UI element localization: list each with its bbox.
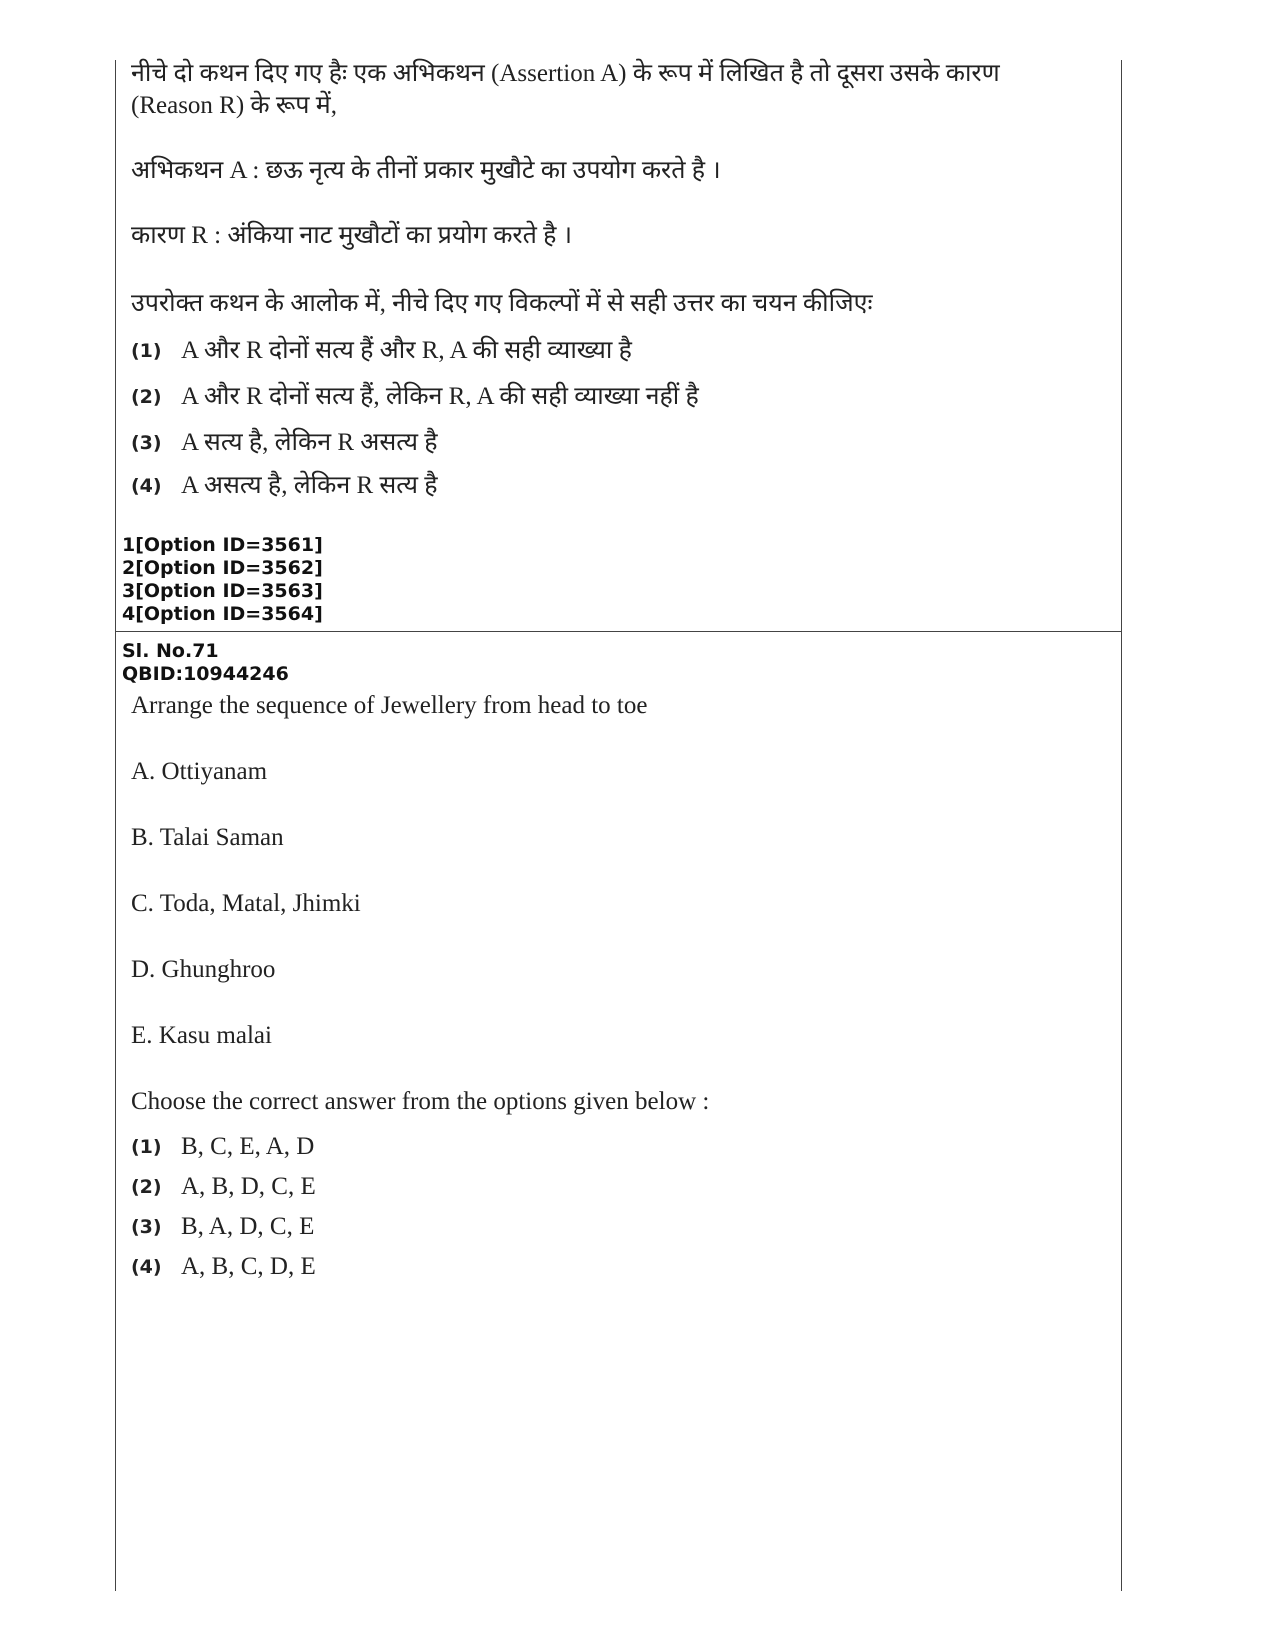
option-number: (3): [131, 432, 162, 454]
qbid: QBID:10944246: [122, 663, 289, 685]
option-text: A, B, C, D, E: [181, 1253, 316, 1280]
q71-item-a: A. Ottiyanam: [131, 758, 268, 785]
q71-option-3: [131, 1210, 314, 1244]
q71-option-2: [131, 1170, 316, 1204]
option-text: A, B, D, C, E: [181, 1173, 316, 1200]
serial-number: Sl. No.71: [122, 640, 219, 662]
option-id-1: 1[Option ID=3561]: [122, 534, 323, 556]
q70-reason: कारण R : अंकिया नाट मुखौटों का प्रयोग करते है ।: [131, 222, 573, 249]
option-number: (3): [131, 1216, 162, 1238]
q70-option-3: [131, 426, 438, 460]
option-number: (2): [131, 386, 162, 408]
q70-option-2: [131, 380, 699, 414]
q70-assertion: अभिकथन A : छऊ नृत्य के तीनों प्रकार मुखौटे का उपयोग करते है ।: [131, 157, 721, 184]
option-number: (1): [131, 340, 162, 362]
option-text: B, C, E, A, D: [181, 1133, 315, 1160]
right-border: [1121, 60, 1122, 1591]
option-number: (2): [131, 1176, 162, 1198]
q70-option-1: [131, 334, 632, 368]
option-number: (4): [131, 1256, 162, 1278]
left-border: [115, 60, 116, 1591]
q70-option-4: [131, 469, 438, 503]
q71-header: [122, 640, 289, 686]
option-id-2: 2[Option ID=3562]: [122, 557, 323, 579]
q71-instruction: Choose the correct answer from the options given below :: [131, 1088, 710, 1115]
q71-item-c: C. Toda, Matal, Jhimki: [131, 890, 361, 917]
option-number: (1): [131, 1136, 162, 1158]
q70-instruction: उपरोक्त कथन के आलोक में, नीचे दिए गए विकल्पों में से सही उत्तर का चयन कीजिएः: [131, 290, 873, 317]
option-id-3: 3[Option ID=3563]: [122, 580, 323, 602]
option-number: (4): [131, 475, 162, 497]
option-text: A सत्य है, लेकिन R असत्य है: [181, 429, 438, 456]
q70-option-ids: [122, 534, 323, 626]
question-divider: [115, 631, 1122, 632]
q71-question: Arrange the sequence of Jewellery from head to toe: [131, 692, 648, 719]
option-text: A और R दोनों सत्य हैं, लेकिन R, A की सही व्याख्या नहीं है: [181, 383, 699, 410]
option-text: B, A, D, C, E: [181, 1213, 315, 1240]
q71-item-d: D. Ghunghroo: [131, 956, 276, 983]
q70-intro-line1: नीचे दो कथन दिए गए हैः एक अभिकथन (Assertion A) के रूप में लिखित है तो दूसरा उसके कारण: [131, 60, 1000, 87]
q70-intro-line2: (Reason R) के रूप में,: [131, 92, 337, 119]
q71-option-4: [131, 1250, 316, 1284]
q71-item-b: B. Talai Saman: [131, 824, 284, 851]
option-id-4: 4[Option ID=3564]: [122, 603, 323, 625]
option-text: A असत्य है, लेकिन R सत्य है: [181, 472, 438, 499]
option-text: A और R दोनों सत्य हैं और R, A की सही व्याख्या है: [181, 337, 632, 364]
q71-item-e: E. Kasu malai: [131, 1022, 272, 1049]
q71-option-1: [131, 1130, 314, 1164]
